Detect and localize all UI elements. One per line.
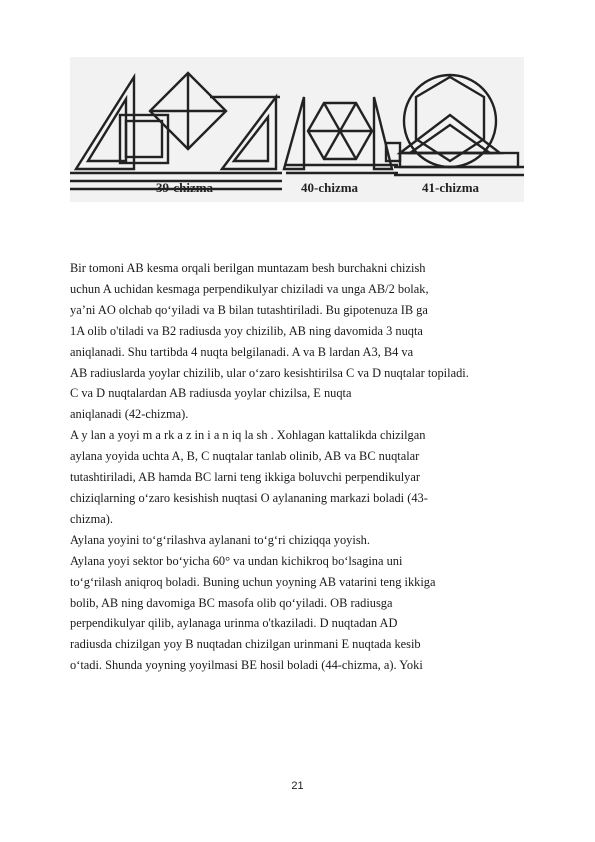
text-line: C va D nuqtalardan AB radiusda yoylar chizilsa, E nuqta <box>70 386 352 401</box>
text-line: A y lan a yoyi m a rk a z in i a n iq la sh . Xohlagan kattalikda chizilgan <box>70 428 426 443</box>
text-line: to‘g‘rilash aniqroq boladi. Buning uchun yoyning AB vatarini teng ikkiga <box>70 574 436 589</box>
text-line: tutashtiriladi, AB hamda BC larni teng ikkiga boluvchi perpendikulyar <box>70 470 420 485</box>
caption-41: 41-chizma <box>422 180 480 195</box>
text-line: Aylana yoyini to‘g‘rilashva aylanani to‘g‘ri chiziqqa yoyish. <box>70 532 370 547</box>
text-line: aylana yoyida uchta A, B, C nuqtalar tanlab olinib, AB va BC nuqtalar <box>70 449 420 464</box>
drawing-39 <box>70 73 282 189</box>
text-line: Aylana yoyi sektor bo‘yicha 60° va undan kichikroq bo‘lsagina uni <box>70 553 403 568</box>
text-line: perpendikulyar qilib, aylanaga urinma o'tkaziladi. D nuqtadan AD <box>70 616 398 631</box>
text-line: AB radiuslarda yoylar chizilib, ular o‘zaro kesishtirilsa C va D nuqtalar topiladi. <box>70 365 469 380</box>
text-line: uchun A uchidan kesmaga perpendikulyar chiziladi va unga AB/2 bolak, <box>70 281 429 296</box>
text-line: chiziqlarning o‘zaro kesishish nuqtasi O aylananing markazi boladi (43- <box>70 490 428 505</box>
text-line: chizma). <box>70 511 113 526</box>
text-line: radiusda chizilgan yoy B nuqtadan chizilgan urinmani E nuqtada kesib <box>70 637 421 652</box>
text-line: aniqlanadi (42-chizma). <box>70 407 189 422</box>
text-line: o‘tadi. Shunda yoyning yoyilmasi BE hosil boladi (44-chizma, a). Yoki <box>70 658 423 673</box>
caption-40: 40-chizma <box>301 180 359 195</box>
text-line: 1A olib o'tiladi va B2 radiusda yoy chizilib, AB ning davomida 3 nuqta <box>70 323 423 338</box>
text-line: Bir tomoni AB kesma orqali berilgan muntazam besh burchakni chizish <box>70 261 426 275</box>
page-number: 21 <box>291 780 304 792</box>
drawing-40 <box>284 97 398 173</box>
text-line: bolib, AB ning davomiga BC masofa olib qo‘yiladi. OB radiusga <box>70 595 393 610</box>
geometry-figure <box>70 57 524 202</box>
text-line: aniqlanadi. Shu tartibda 4 nuqta belgilanadi. A va B lardan A3, B4 va <box>70 344 414 359</box>
caption-39: 39-chizma <box>156 180 214 195</box>
drawing-41 <box>386 75 524 175</box>
text-line: ya’ni AO olchab qo‘yiladi va B bilan tutashtiriladi. Bu gipotenuza IB ga <box>70 302 428 317</box>
body-text <box>70 258 530 676</box>
